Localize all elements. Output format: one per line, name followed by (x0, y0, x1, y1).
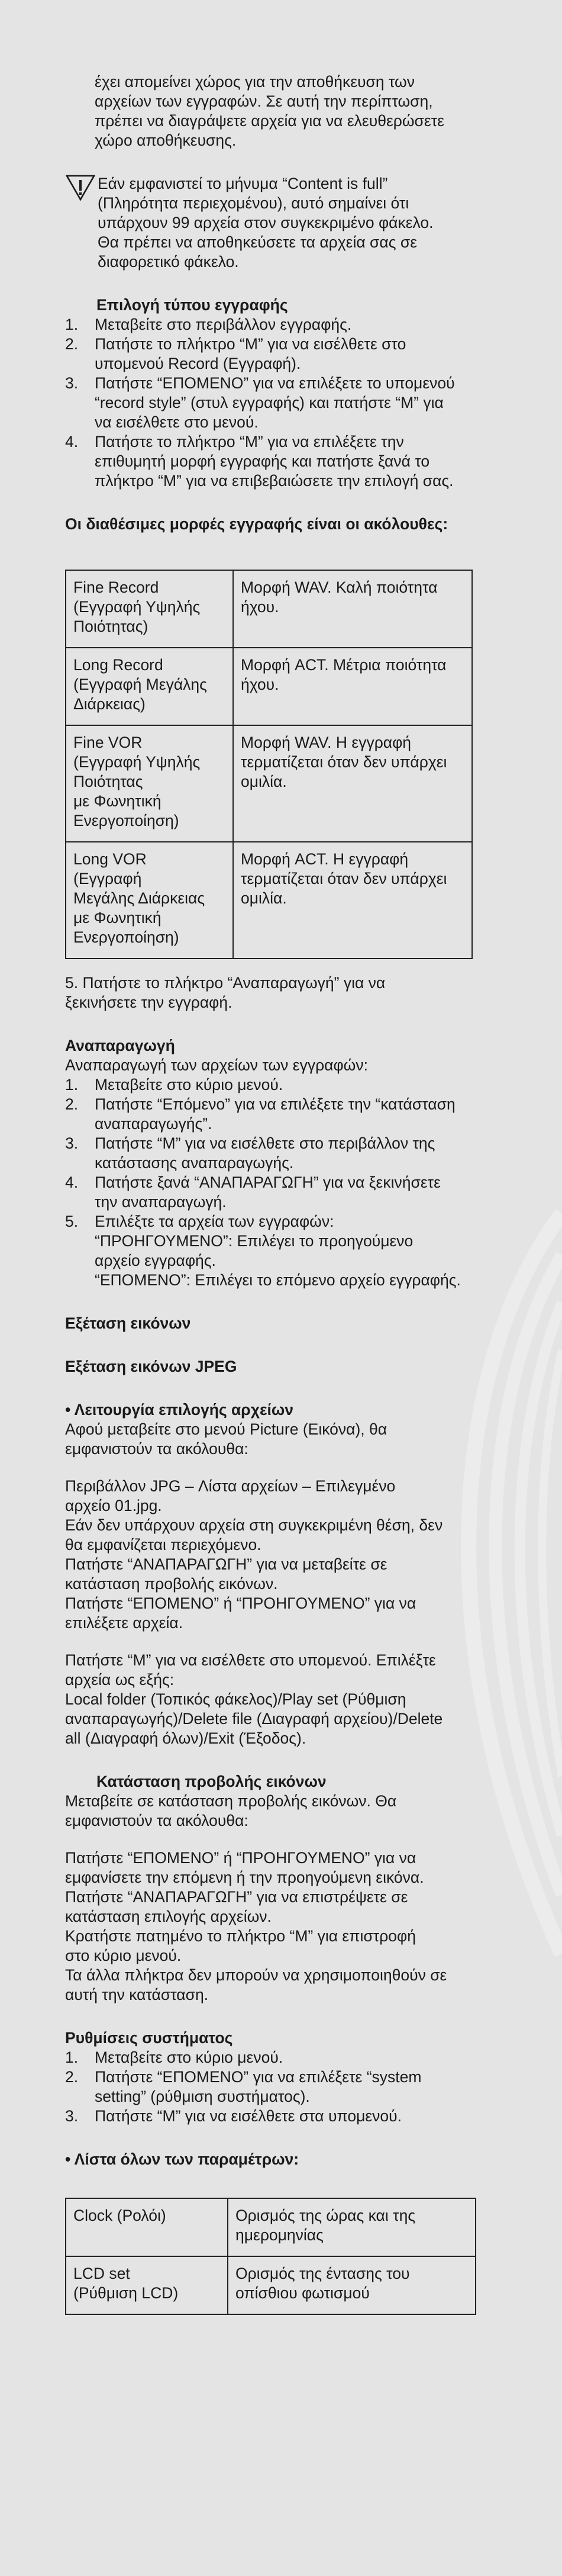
text-line: στο κύριο μενού. (65, 1947, 182, 1964)
document-body (65, 72, 503, 2315)
list-item-line: Μεταβείτε στο περιβάλλον εγγραφής. (95, 316, 352, 333)
list-item (65, 1095, 503, 1134)
text-line: αναπαραγωγής)/Delete file (Διαγραφή αρχείου)/Delete (65, 1710, 443, 1728)
list-number: 4. (65, 433, 79, 451)
list-item (65, 374, 503, 432)
list-item-line: Πατήστε “ΕΠΟΜΕΝΟ” για να επιλέξετε “system (95, 2068, 422, 2086)
list-item (65, 315, 503, 335)
list-number: 2. (65, 2068, 79, 2086)
step5-line: ξεκινήσετε την εγγραφή. (65, 993, 232, 1011)
table-row (66, 725, 472, 842)
intro-line: πρέπει να διαγράψετε αρχεία για να ελευθερώσετε (95, 112, 444, 130)
list-item (65, 2067, 503, 2107)
formats-table (65, 570, 473, 959)
text-line: θα εμφανίζεται περιεχόμενο. (65, 1536, 261, 1554)
list-item-line: αναπαραγωγής”. (95, 1115, 212, 1133)
cell-line: Fine VOR (73, 734, 143, 751)
text-line: Τα άλλα πλήκτρα δεν μπορούν να χρησιμοποιηθούν σε (65, 1966, 447, 1984)
cell-line: Μορφή WAV. Η εγγραφή (241, 734, 412, 751)
cell-line: Ορισμός της έντασης του (235, 2265, 410, 2282)
cell-line: ημερομηνίας (235, 2226, 324, 2244)
table-cell-name (66, 725, 233, 842)
text-line: αρχεία ως εξής: (65, 1671, 175, 1689)
view-mode-intro (65, 1792, 503, 1831)
cell-line: ομιλία. (241, 773, 287, 790)
table-row (66, 2198, 476, 2256)
file-select-body (65, 1477, 503, 1633)
file-select-submenu (65, 1651, 503, 1748)
list-item-line: επιθυμητή μορφή εγγραφής και πατήστε ξανά το (95, 452, 430, 470)
list-item-line: “ΠΡΟΗΓΟΥΜΕΝΟ”: Επιλέγει το προηγούμενο (95, 1232, 414, 1250)
list-item (65, 335, 503, 374)
list-number: 3. (65, 2107, 79, 2125)
list-item-line: Επιλέξτε τα αρχεία των εγγραφών: (95, 1213, 334, 1230)
list-item (65, 1212, 503, 1290)
table-cell-name (66, 648, 233, 725)
list-number: 2. (65, 1095, 79, 1113)
table-cell-description (233, 570, 472, 648)
list-number: 1. (65, 1076, 79, 1094)
table-cell-description (233, 725, 472, 842)
step-5 (65, 973, 503, 1012)
list-number: 1. (65, 316, 79, 333)
intro-paragraph (65, 72, 503, 150)
table-row (66, 842, 472, 959)
view-mode-title: Κατάσταση προβολής εικόνων (96, 1773, 327, 1790)
cell-line: ήχου. (241, 598, 279, 616)
view-mode-body (65, 1848, 503, 2005)
cell-line: οπίσθιου φωτισμού (235, 2284, 370, 2302)
cell-line: με Φωνητική (73, 909, 162, 927)
text-line: Μεταβείτε σε κατάσταση προβολής εικόνων. Θα (65, 1792, 397, 1810)
cell-line: Long Record (73, 656, 163, 674)
params-table (65, 2198, 476, 2315)
cell-line: τερματίζεται όταν δεν υπάρχει (241, 753, 447, 771)
list-number: 3. (65, 1134, 79, 1152)
file-select-title: • Λειτουργία επιλογής αρχείων (65, 1401, 294, 1419)
cell-line: τερματίζεται όταν δεν υπάρχει (241, 870, 447, 887)
formats-heading: Οι διαθέσιμες μορφές εγγραφής είναι οι ακόλουθες: (65, 515, 448, 533)
playback-steps (65, 1075, 503, 1290)
text-line: κατάσταση προβολής εικόνων. (65, 1575, 278, 1593)
playback-title: Αναπαραγωγή (65, 1037, 175, 1054)
list-item-line: “ΕΠΟΜΕΝΟ”: Επιλέγει το επόμενο αρχείο εγγραφής. (95, 1271, 461, 1289)
record-type-steps (65, 315, 503, 491)
cell-line: (Εγγραφή Υψηλής (73, 598, 201, 616)
table-row (66, 648, 472, 725)
text-line: Πατήστε “ΕΠΟΜΕΝΟ” ή “ΠΡΟΗΓΟΥΜΕΝΟ” για να (65, 1849, 416, 1867)
warning-line: Θα πρέπει να αποθηκεύσετε τα αρχεία σας σε (98, 233, 418, 251)
text-line: κατάσταση επιλογής αρχείων. (65, 1908, 272, 1925)
list-item-line: Πατήστε “M” για να εισέλθετε στα υπομενού. (95, 2107, 402, 2125)
table-cell-name (66, 2256, 228, 2314)
cell-line: LCD set (73, 2265, 130, 2282)
file-select-intro (65, 1420, 503, 1459)
list-item (65, 1075, 503, 1095)
params-title: • Λίστα όλων των παραμέτρων: (65, 2150, 299, 2168)
cell-line: Fine Record (73, 578, 159, 596)
cell-line: (Εγγραφή Υψηλής (73, 753, 201, 771)
cell-line: Μορφή ACT. Η εγγραφή (241, 850, 409, 868)
intro-line: χώρο αποθήκευσης. (95, 131, 237, 149)
table-cell-name (66, 842, 233, 959)
table-cell-description (228, 2198, 476, 2256)
list-item-line: Πατήστε το πλήκτρο “M” για να εισέλθετε στο (95, 335, 406, 353)
text-line: Εάν δεν υπάρχουν αρχεία στη συγκεκριμένη θέση, δεν (65, 1516, 443, 1534)
table-cell-name (66, 2198, 228, 2256)
cell-line: ομιλία. (241, 889, 287, 907)
warning-line: διαφορετικό φάκελο. (98, 253, 239, 271)
cell-line: (Εγγραφή Μεγάλης (73, 676, 207, 693)
text-line: Αφού μεταβείτε στο μενού Picture (Εικόνα), θα (65, 1420, 387, 1438)
text-line: Local folder (Τοπικός φάκελος)/Play set (Ρύθμιση (65, 1690, 406, 1708)
list-item-line: υπομενού Record (Εγγραφή). (95, 355, 301, 372)
list-item (65, 1134, 503, 1173)
list-item-line: κατάστασης αναπαραγωγής. (95, 1154, 294, 1172)
list-number: 1. (65, 2048, 79, 2066)
list-item-line: πλήκτρο “M” για να επιβεβαιώσετε την επιλογή σας. (95, 472, 454, 490)
system-steps (65, 2048, 503, 2126)
text-line: αυτή την κατάσταση. (65, 1986, 209, 2003)
system-title: Ρυθμίσεις συστήματος (65, 2029, 233, 2047)
list-number: 2. (65, 335, 79, 353)
cell-line: ήχου. (241, 676, 279, 693)
list-item-line: setting” (ρύθμιση συστήματος). (95, 2088, 310, 2105)
cell-line: Ποιότητας (73, 773, 143, 790)
cell-line: Ορισμός της ώρας και της (235, 2207, 416, 2224)
text-line: αρχείο 01.jpg. (65, 1497, 162, 1514)
warning-text (98, 174, 503, 272)
list-item-line: αρχείο εγγραφής. (95, 1252, 216, 1269)
list-item-line: “record style” (στυλ εγγραφής) και πατήστε “M” για (95, 394, 444, 411)
list-item (65, 1173, 503, 1212)
text-line: εμφανιστούν τα ακόλουθα: (65, 1440, 248, 1458)
text-line: Πατήστε “ΕΠΟΜΕΝΟ” ή “ΠΡΟΗΓΟΥΜΕΝΟ” για να (65, 1594, 416, 1612)
table-cell-description (233, 842, 472, 959)
cell-line: Διάρκειας) (73, 695, 146, 713)
list-item-line: την αναπαραγωγή. (95, 1193, 227, 1211)
warning-note (65, 174, 503, 272)
text-line: Περιβάλλον JPG – Λίστα αρχείων – Επιλεγμένο (65, 1477, 396, 1495)
table-cell-description (228, 2256, 476, 2314)
text-line: εμφανίσετε την επόμενη ή την προηγούμενη εικόνα. (65, 1869, 424, 1886)
list-item (65, 2107, 503, 2126)
cell-line: Clock (Ρολόι) (73, 2207, 166, 2224)
list-number: 4. (65, 1173, 79, 1191)
record-type-title: Επιλογή τύπου εγγραφής (96, 296, 288, 314)
list-item-line: Πατήστε “ΕΠΟΜΕΝΟ” για να επιλέξετε το υπομενού (95, 374, 455, 392)
images-title: Εξέταση εικόνων (65, 1314, 191, 1332)
text-line: Πατήστε “ΑΝΑΠΑΡΑΓΩΓΗ” για να επιστρέψετε σε (65, 1888, 408, 1906)
text-line: Πατήστε “ΑΝΑΠΑΡΑΓΩΓΗ” για να μεταβείτε σε (65, 1555, 387, 1573)
list-item-line: Πατήστε “M” για να εισέλθετε στο περιβάλλον της (95, 1134, 435, 1152)
intro-line: αρχείων των εγγραφών. Σε αυτή την περίπτωση, (95, 92, 433, 110)
list-number: 5. (65, 1213, 79, 1230)
jpeg-title: Εξέταση εικόνων JPEG (65, 1358, 237, 1375)
table-cell-name (66, 570, 233, 648)
intro-line: έχει απομείνει χώρος για την αποθήκευση των (95, 73, 415, 91)
warning-line: Εάν εμφανιστεί το μήνυμα “Content is full” (98, 175, 388, 192)
table-cell-description (233, 648, 472, 725)
cell-line: Long VOR (73, 850, 147, 868)
text-line: all (Διαγραφή όλων)/Exit (Έξοδος). (65, 1729, 306, 1747)
table-row (66, 2256, 476, 2314)
warning-line: (Πληρότητα περιεχομένου), αυτό σημαίνει ότι (98, 194, 409, 212)
list-number: 3. (65, 374, 79, 392)
playback-subtitle: Αναπαραγωγή των αρχείων των εγγραφών: (65, 1056, 368, 1074)
list-item-line: Πατήστε το πλήκτρο “M” για να επιλέξετε την (95, 433, 404, 451)
list-item-line: Μεταβείτε στο κύριο μενού. (95, 1076, 283, 1094)
cell-line: με Φωνητική (73, 792, 162, 810)
table-row (66, 570, 472, 648)
list-item-line: να εισέλθετε στο μενού. (95, 413, 259, 431)
list-item-line: Πατήστε “Επόμενο” για να επιλέξετε την “κατάσταση (95, 1095, 456, 1113)
warning-triangle-icon (65, 174, 96, 201)
cell-line: Μορφή ACT. Μέτρια ποιότητα (241, 656, 447, 674)
list-item-line: Πατήστε ξανά “ΑΝΑΠΑΡΑΓΩΓΗ” για να ξεκινήσετε (95, 1173, 441, 1191)
cell-line: Ενεργοποίηση) (73, 928, 179, 946)
cell-line: Μεγάλης Διάρκειας (73, 889, 205, 907)
step5-line: 5. Πατήστε το πλήκτρο “Αναπαραγωγή” για να (65, 974, 386, 992)
cell-line: Ποιότητας) (73, 618, 148, 635)
text-line: εμφανιστούν τα ακόλουθα: (65, 1812, 248, 1829)
list-item-line: Μεταβείτε στο κύριο μενού. (95, 2048, 283, 2066)
text-line: επιλέξετε αρχεία. (65, 1614, 183, 1632)
text-line: Πατήστε “M” για να εισέλθετε στο υπομενού. Επιλέξτε (65, 1651, 436, 1669)
cell-line: (Εγγραφή (73, 870, 142, 887)
list-item (65, 432, 503, 491)
list-item (65, 2048, 503, 2067)
text-line: Κρατήστε πατημένο το πλήκτρο “M” για επιστροφή (65, 1927, 416, 1945)
cell-line: (Ρύθμιση LCD) (73, 2284, 179, 2302)
warning-line: υπάρχουν 99 αρχεία στον συγκεκριμένο φάκελο. (98, 214, 434, 231)
cell-line: Ενεργοποίηση) (73, 812, 179, 829)
cell-line: Μορφή WAV. Καλή ποιότητα (241, 578, 438, 596)
